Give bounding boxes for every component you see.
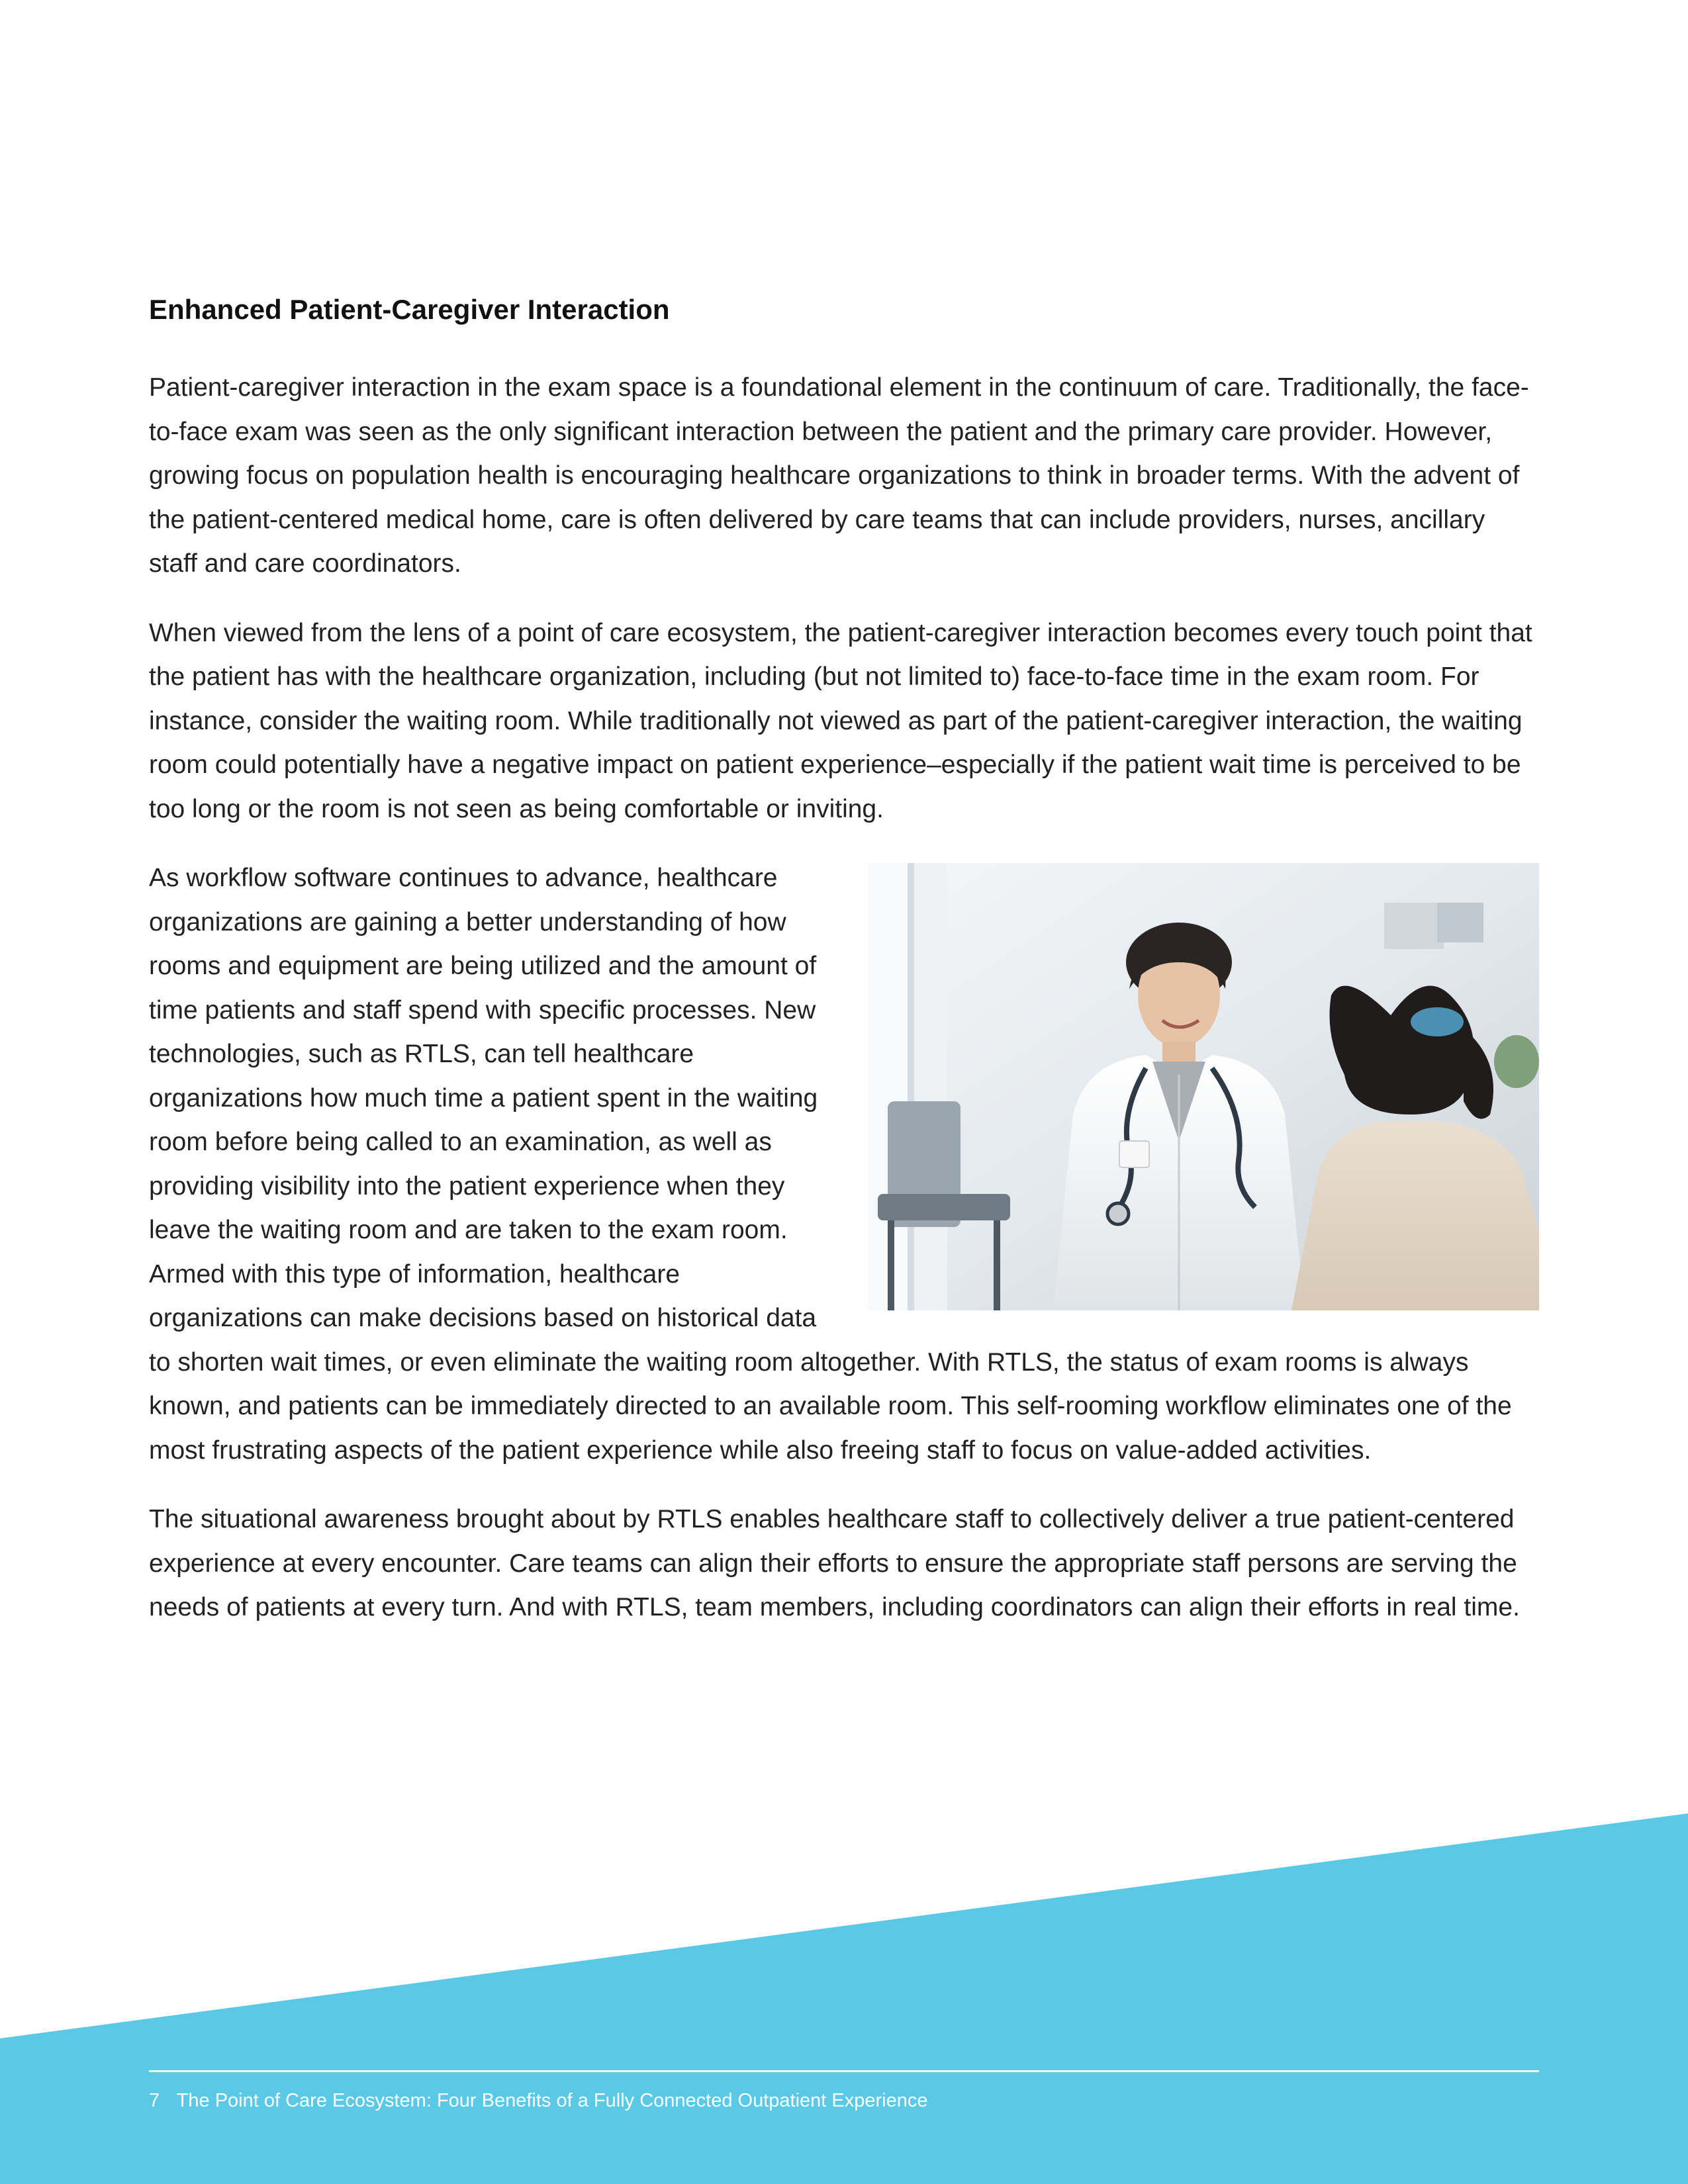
article-body [149, 288, 1539, 1655]
paragraph-3: As workflow software continues to advance, healthcare organizations are gaining a better understanding of how rooms and equipment are being utilized and the amount of time patients and staff spend with specific processes. New technologies, such as RTLS, can tell healthcare organizations how much time a patient spent in the waiting room before being called to an examination, as well as providing visibility into the patient experience when they leave the waiting room and are taken to the exam room. Armed with this type of information, healthcare organizations can make decisions based on historical data to shorten wait times, or even eliminate the waiting room altogether. With RTLS, the status of exam rooms is always known, and patients can be immediately directed to an available room. This self-rooming workflow eliminates one of the most frustrating aspects of the patient experience while also freeing staff to focus on value-added activities. [149, 864, 1512, 1465]
page-footer [149, 2090, 939, 2112]
paragraph-1: Patient-caregiver interaction in the exam space is a foundational element in the continuum of care. Traditionally, the face-to-face exam was seen as the only significant interaction between the patient and the primary care provider. However, growing focus on population health is encouraging healthcare organizations to think in broader terms. With the advent of the patient-centered medical home, care is often delivered by care teams that can include providers, nurses, ancillary staff and care coordinators. [149, 373, 1529, 578]
paragraph-2: When viewed from the lens of a point of care ecosystem, the patient-caregiver interaction becomes every touch point that the patient has with the healthcare organization, including (but not limited to) face-to-face time in the exam room. For instance, consider the waiting room. While traditionally not viewed as part of the patient-caregiver interaction, the waiting room could potentially have a negative impact on patient experience–especially if the patient wait time is perceived to be too long or the room is not seen as being comfortable or inviting. [149, 618, 1532, 823]
page-number: 7 [149, 2090, 160, 2111]
document-title: The Point of Care Ecosystem: Four Benefits of a Fully Connected Outpatient Experience [176, 2090, 928, 2111]
doctor-patient-illustration [868, 863, 1539, 1310]
footer-divider [149, 2070, 1539, 2072]
section-heading: Enhanced Patient-Caregiver Interaction [149, 294, 670, 325]
footer-accent-band [0, 1787, 1688, 2184]
doctor-patient-photo [868, 863, 1539, 1310]
paragraph-4: The situational awareness brought about by RTLS enables healthcare staff to collectively deliver a true patient-centered experience at every encounter. Care teams can align their efforts to ensure the appropriate staff persons are serving the needs of patients at every turn. And with RTLS, team members, including coordinators can align their efforts in real time. [149, 1505, 1520, 1621]
